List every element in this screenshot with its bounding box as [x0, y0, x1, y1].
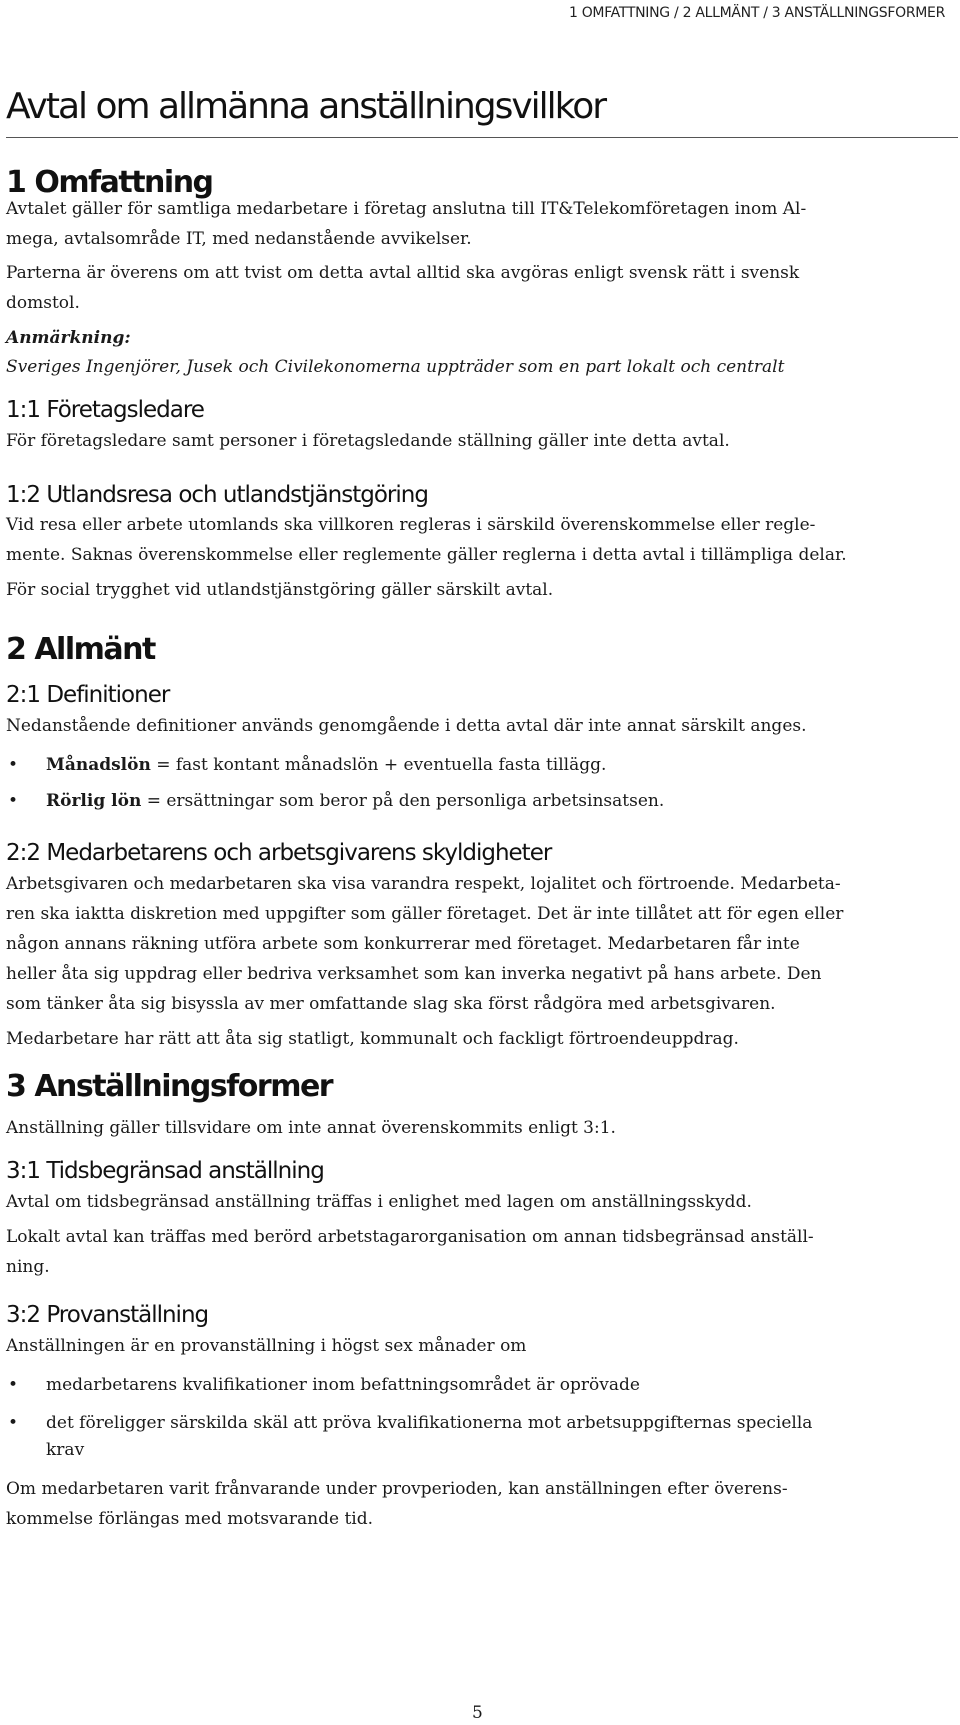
- paragraph-line: ning.: [6, 1257, 50, 1277]
- definition-term: Månadslön: [46, 755, 151, 775]
- subsection-heading-foretagsledare: 1:1 Företagsledare: [6, 397, 204, 423]
- running-head: 1 OMFATTNING / 2 ALLMÄNT / 3 ANSTÄLLNINGSFORMER: [568, 5, 945, 21]
- paragraph-line: heller åta sig uppdrag eller bedriva verksamhet som kan inverka negativt på hans arbete. Den: [6, 964, 822, 984]
- bullet-icon: •: [8, 1375, 19, 1395]
- definition-term: Rörlig lön: [46, 791, 142, 811]
- section-heading-omfattning: 1 Omfattning: [6, 165, 213, 200]
- paragraph-line: Medarbetare har rätt att åta sig statligt, kommunalt och fackligt förtroendeuppdrag.: [6, 1029, 739, 1049]
- subsection-heading-definitioner: 2:1 Definitioner: [6, 682, 170, 708]
- section-heading-allmant: 2 Allmänt: [6, 632, 155, 667]
- title-rule: [6, 137, 958, 138]
- paragraph-line: Arbetsgivaren och medarbetaren ska visa varandra respekt, lojalitet och förtroende. Medarbeta-: [6, 874, 841, 894]
- subsection-heading-utlandsresa: 1:2 Utlandsresa och utlandstjänstgöring: [6, 482, 428, 508]
- paragraph-line: mente. Saknas överenskommelse eller reglemente gäller reglerna i detta avtal i tillämpliga delar.: [6, 545, 847, 565]
- paragraph-line: Lokalt avtal kan träffas med berörd arbetstagarorganisation om annan tidsbegränsad anställ-: [6, 1227, 814, 1247]
- paragraph-line: som tänker åta sig bisyssla av mer omfattande slag ska först rådgöra med arbetsgivaren.: [6, 994, 776, 1014]
- subsection-heading-tidsbegransad: 3:1 Tidsbegränsad anställning: [6, 1158, 324, 1184]
- list-item-text: det föreligger särskilda skäl att pröva kvalifikationerna mot arbetsuppgifternas speciella: [46, 1413, 813, 1433]
- definition-text: = ersättningar som beror på den personliga arbetsinsatsen.: [141, 791, 665, 811]
- paragraph-line: Om medarbetaren varit frånvarande under provperioden, kan anställningen efter överens-: [6, 1479, 788, 1499]
- page-number: 5: [472, 1703, 483, 1723]
- note-label: Anmärkning:: [6, 328, 131, 348]
- definition-text: = fast kontant månadslön + eventuella fasta tillägg.: [150, 755, 607, 775]
- paragraph-line: Vid resa eller arbete utomlands ska villkoren regleras i särskild överenskommelse eller regle-: [6, 515, 816, 535]
- bullet-icon: •: [8, 755, 19, 775]
- paragraph-line: kommelse förlängas med motsvarande tid.: [6, 1509, 374, 1529]
- bullet-icon: •: [8, 1413, 19, 1433]
- section-heading-anstallningsformer: 3 Anställningsformer: [6, 1069, 333, 1104]
- list-item-text: krav: [46, 1440, 85, 1460]
- note-text: Sveriges Ingenjörer, Jusek och Civilekonomerna uppträder som en part lokalt och centralt: [6, 357, 785, 377]
- list-item-text: medarbetarens kvalifikationer inom befattningsområdet är oprövade: [46, 1375, 640, 1395]
- paragraph-line: Parterna är överens om att tvist om detta avtal alltid ska avgöras enligt svensk rätt i svensk: [6, 263, 800, 283]
- paragraph-line: någon annans räkning utföra arbete som konkurrerar med företaget. Medarbetaren får inte: [6, 934, 800, 954]
- subsection-heading-skyldigheter: 2:2 Medarbetarens och arbetsgivarens skyldigheter: [6, 840, 552, 866]
- paragraph-line: ren ska iaktta diskretion med uppgifter som gäller företaget. Det är inte tillåtet att för egen eller: [6, 904, 844, 924]
- paragraph-line: För företagsledare samt personer i företagsledande ställning gäller inte detta avtal.: [6, 431, 730, 451]
- subsection-heading-provanstallning: 3:2 Provanställning: [6, 1302, 209, 1328]
- paragraph-line: Anställning gäller tillsvidare om inte annat överenskommits enligt 3:1.: [6, 1118, 616, 1138]
- paragraph-line: domstol.: [6, 293, 80, 313]
- document-title: Avtal om allmänna anställningsvillkor: [6, 86, 606, 127]
- paragraph-line: mega, avtalsområde IT, med nedanstående avvikelser.: [6, 229, 472, 249]
- paragraph-line: Avtalet gäller för samtliga medarbetare i företag anslutna till IT&Telekomföretagen inom Al-: [6, 199, 807, 219]
- paragraph-line: Avtal om tidsbegränsad anställning träffas i enlighet med lagen om anställningsskydd.: [6, 1192, 752, 1212]
- bullet-icon: •: [8, 791, 19, 811]
- paragraph-line: Nedanstående definitioner används genomgående i detta avtal där inte annat särskilt anges.: [6, 716, 807, 736]
- paragraph-line: För social trygghet vid utlandstjänstgöring gäller särskilt avtal.: [6, 580, 554, 600]
- paragraph-line: Anställningen är en provanställning i högst sex månader om: [6, 1336, 527, 1356]
